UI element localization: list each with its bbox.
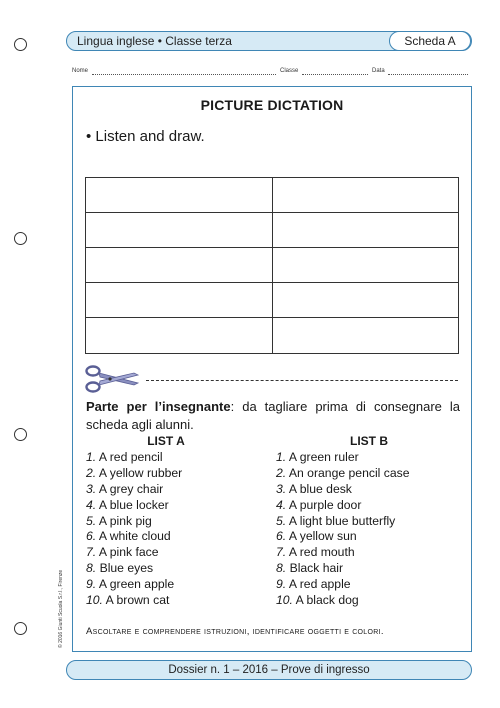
grid-row-line <box>86 282 458 283</box>
list-item: 9. A red apple <box>276 577 351 592</box>
list-item: 7. A pink face <box>86 545 159 560</box>
list-item: 1. A red pencil <box>86 450 163 464</box>
list-item: 8. Black hair <box>276 561 344 576</box>
list-item: 6. A white cloud <box>86 529 171 544</box>
date-label: Data <box>372 68 385 74</box>
grid-row-line <box>86 317 458 318</box>
drawing-grid <box>85 177 459 354</box>
header-bar <box>66 31 472 51</box>
copyright-note: © 2016 Giunti Scuola S.r.l., Firenze <box>58 569 64 648</box>
instruction: • Listen and draw. <box>86 128 205 145</box>
list-item: 6. A yellow sun <box>276 529 357 544</box>
list-item: 3. A grey chair <box>86 481 164 496</box>
header-subject: Lingua inglese • Classe terza <box>77 34 232 48</box>
list-item: 3. A blue desk <box>276 481 352 496</box>
page-title: PICTURE DICTATION <box>200 97 344 113</box>
grid-row-line <box>86 212 458 213</box>
list-item: 8. Blue eyes <box>86 561 154 576</box>
scissors-icon <box>84 365 140 393</box>
list-item: 2. A yellow rubber <box>86 465 183 480</box>
binder-hole <box>14 622 27 635</box>
list-b-title: LIST B <box>350 434 388 448</box>
list-item: 7. A red mouth <box>276 545 355 560</box>
list-a-title: LIST A <box>147 434 185 448</box>
list-item: 9. A green apple <box>86 577 175 592</box>
teacher-note-label: Parte per l’insegnante <box>86 399 231 414</box>
grid-divider <box>272 178 273 353</box>
list-item: 5. A pink pig <box>86 513 152 528</box>
list-item: 4. A purple door <box>276 497 362 512</box>
binder-hole <box>14 232 27 245</box>
class-line[interactable] <box>302 74 368 75</box>
scheda-badge: Scheda A <box>389 31 471 51</box>
student-fields <box>72 68 472 80</box>
cut-line <box>146 380 458 381</box>
list-item: 1. A green ruler <box>276 450 359 464</box>
list-item: 10. A brown cat <box>86 593 170 608</box>
teacher-note <box>86 398 460 434</box>
binder-hole <box>14 38 27 51</box>
teacher-note-text: : da tagliare prima di consegnare la scheda agli alunni. <box>86 399 461 432</box>
list-b <box>276 434 466 609</box>
class-label: Classe <box>280 68 299 74</box>
learning-objective: Ascoltare e comprendere istruzioni, identificare oggetti e colori. <box>86 626 384 637</box>
list-item: 10. A black dog <box>276 593 359 608</box>
date-line[interactable] <box>388 74 468 75</box>
footer-bar: Dossier n. 1 – 2016 – Prove di ingresso <box>66 660 472 680</box>
list-a <box>86 434 266 609</box>
list-item: 4. A blue locker <box>86 497 169 512</box>
name-line[interactable] <box>92 74 276 75</box>
list-item: 5. A light blue butterfly <box>276 513 396 528</box>
name-label: Nome <box>72 68 89 74</box>
binder-hole <box>14 428 27 441</box>
grid-row-line <box>86 247 458 248</box>
list-item: 2. An orange pencil case <box>276 465 410 480</box>
